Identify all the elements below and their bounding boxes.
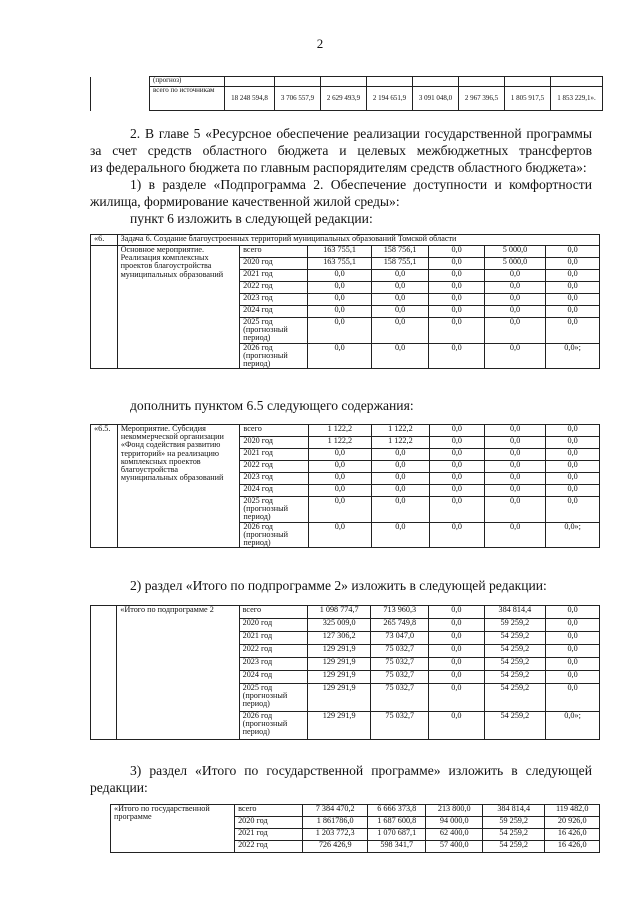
para-2-line-1: 1) в разделе «Подпрограмма 2. Обеспечение доступности и комфортности [130,177,592,192]
period-cell: всего [235,805,303,817]
value-cell: 163 755,1 [308,258,371,270]
value-cell: 1 122,2 [372,425,430,437]
value-cell: 0,0 [485,437,546,449]
value-cell: 0,0 [429,246,484,258]
period-cell: 2026 год (прогнозный период) [239,712,307,740]
value-cell: 0,0 [429,658,484,671]
value-cell: 0,0 [546,437,600,449]
value-cell: 6 666 373,8 [367,805,425,817]
top-total-value: 18 248 594,8 [225,87,275,111]
value-cell: 0,0 [546,658,600,671]
value-cell: 0,0 [429,606,484,619]
value-cell: 0,0 [546,684,600,712]
page-number: 2 [316,36,324,51]
period-cell: 2023 год [240,473,308,485]
value-cell: 0,0 [484,306,545,318]
value-cell: 0,0 [308,461,371,473]
value-cell: 16 426,0 [545,829,600,841]
value-cell: 0,0 [308,282,371,294]
value-cell: 57 400,0 [426,841,483,853]
period-cell: 2026 год (прогнозный период) [240,343,308,369]
value-cell: 1 861786,0 [303,817,368,829]
value-cell: 75 032,7 [371,645,429,658]
top-total-value: 3 706 557,9 [275,87,321,111]
value-cell: 0,0 [429,282,484,294]
period-cell: всего [239,606,307,619]
period-cell: 2023 год [239,658,307,671]
value-cell: 598 341,7 [367,841,425,853]
value-cell: 0,0 [371,343,429,369]
value-cell: 0,0 [546,282,600,294]
item-6-number: «6. [91,235,118,246]
value-cell: 0,0 [429,473,484,485]
value-cell: 0,0 [546,497,600,523]
period-cell: 2020 год [240,437,308,449]
value-cell: 0,0 [484,294,545,306]
period-cell: 2022 год [239,645,307,658]
value-cell: 0,0 [546,270,600,282]
value-cell: 0,0 [308,294,371,306]
value-cell: 0,0 [484,270,545,282]
value-cell: 0,0 [485,461,546,473]
period-cell: 2020 год [240,258,308,270]
value-cell: 0,0 [429,684,484,712]
value-cell: 75 032,7 [371,671,429,684]
value-cell: 62 400,0 [426,829,483,841]
value-cell: 713 960,3 [371,606,429,619]
top-total-value: 2 194 651,9 [367,87,413,111]
table-item-6 [90,234,600,369]
value-cell: 129 291,9 [307,658,370,671]
value-cell: 127 306,2 [307,632,370,645]
value-cell: 0,0 [429,485,484,497]
period-cell: 2021 год [235,829,303,841]
value-cell: 54 259,2 [484,712,546,740]
value-cell: 0,0 [546,606,600,619]
value-cell: 54 259,2 [482,841,544,853]
period-cell: 2021 год [240,449,308,461]
period-cell: 2022 год [240,282,308,294]
top-total-value: 2 629 493,9 [321,87,367,111]
top-total-value: 1 853 229,1». [551,87,603,111]
value-cell: 119 482,0 [545,805,600,817]
period-cell: 2020 год [235,817,303,829]
value-cell: 0,0 [308,473,371,485]
value-cell: 75 032,7 [371,684,429,712]
value-cell: 0,0 [308,497,371,523]
para-1-line-1: 2. В главе 5 «Ресурсное обеспечение реализации государственной программы [130,126,592,141]
item-6-5-number: «6.5. [91,425,118,548]
value-cell: 384 814,4 [482,805,544,817]
subprogram-2-label: «Итого по подпрограмме 2 [117,606,239,740]
value-cell: 0,0 [485,485,546,497]
value-cell: 0,0 [429,712,484,740]
value-cell: 0,0 [308,343,371,369]
value-cell: 0,0 [485,497,546,523]
value-cell: 5 000,0 [484,258,545,270]
value-cell: 0,0 [485,449,546,461]
value-cell: 129 291,9 [307,645,370,658]
value-cell: 0,0 [546,473,600,485]
value-cell: 0,0 [372,449,430,461]
value-cell: 158 756,1 [371,246,429,258]
value-cell: 325 009,0 [307,619,370,632]
value-cell: 163 755,1 [308,246,371,258]
value-cell: 94 000,0 [426,817,483,829]
value-cell: 1 687 600,8 [367,817,425,829]
para-1-line-2: за счет средств областного бюджета и целевых межбюджетных трансфертов [90,143,592,158]
value-cell: 20 926,0 [545,817,600,829]
value-cell: 0,0 [546,294,600,306]
value-cell: 213 800,0 [426,805,483,817]
value-cell: 0,0 [485,522,546,548]
value-cell: 75 032,7 [371,658,429,671]
table-row [111,805,600,817]
period-cell: 2025 год (прогнозный период) [240,497,308,523]
value-cell: 0,0 [308,318,371,344]
period-cell: 2021 год [240,270,308,282]
value-cell: 0,0 [371,318,429,344]
value-cell: 0,0 [308,522,371,548]
value-cell: 54 259,2 [484,632,546,645]
top-row2-label: всего по источникам [150,87,225,111]
value-cell: 0,0 [429,318,484,344]
value-cell: 129 291,9 [307,671,370,684]
top-continuation-table [90,76,603,111]
value-cell: 0,0 [429,522,484,548]
value-cell: 54 259,2 [484,671,546,684]
table-program-total [110,804,600,853]
value-cell: 0,0 [429,343,484,369]
para-4: дополнить пунктом 6.5 следующего содержания: [130,398,414,413]
value-cell: 54 259,2 [484,645,546,658]
value-cell: 158 755,1 [371,258,429,270]
value-cell: 0,0 [429,632,484,645]
value-cell: 1 122,2 [308,425,371,437]
value-cell: 0,0 [484,282,545,294]
value-cell: 129 291,9 [307,712,370,740]
value-cell: 0,0 [429,449,484,461]
value-cell: 0,0 [429,425,484,437]
period-cell: 2025 год (прогнозный период) [240,318,308,344]
value-cell: 16 426,0 [545,841,600,853]
value-cell: 0,0 [429,619,484,632]
table-subprogram-2-total [90,605,600,740]
period-cell: 2024 год [240,306,308,318]
value-cell: 1 203 772,3 [303,829,368,841]
value-cell: 0,0 [372,522,430,548]
item-6-task: Задача 6. Создание благоустроенных территорий муниципальных образований Томской области [117,235,599,246]
para-3: пункт 6 изложить в следующей редакции: [130,211,373,226]
item-6-5-description: Мероприятие. Субсидия некоммерческой организации «Фонд содействия развитию территорий» на реализацию комплексных проектов благоустройства муниципальных образований [117,425,240,548]
value-cell: 0,0 [429,671,484,684]
value-cell: 0,0 [546,449,600,461]
value-cell: 1 122,2 [308,437,371,449]
table-row [91,606,600,619]
sub2-empty-cell [91,606,117,740]
para-6-line-2: редакции: [90,780,148,795]
value-cell: 73 047,0 [371,632,429,645]
period-cell: 2024 год [240,485,308,497]
value-cell: 54 259,2 [482,829,544,841]
value-cell: 0,0 [546,318,600,344]
value-cell: 0,0 [484,318,545,344]
table-row [91,246,600,258]
value-cell: 1 122,2 [372,437,430,449]
value-cell: 75 032,7 [371,712,429,740]
value-cell: 0,0 [546,258,600,270]
program-total-label: «Итого по государственной программе [111,805,235,853]
value-cell: 0,0 [429,437,484,449]
value-cell: 0,0 [485,425,546,437]
value-cell: 265 749,8 [371,619,429,632]
value-cell: 0,0 [371,282,429,294]
value-cell: 59 259,2 [484,619,546,632]
period-cell: 2025 год (прогнозный период) [239,684,307,712]
value-cell: 129 291,9 [307,684,370,712]
value-cell: 0,0 [546,619,600,632]
value-cell: 0,0 [371,294,429,306]
period-cell: 2024 год [239,671,307,684]
period-cell: 2020 год [239,619,307,632]
value-cell: 54 259,2 [484,684,546,712]
item-6-description: Основное мероприятие. Реализация комплексных проектов благоустройства муниципальных образований [117,246,240,369]
period-cell: 2022 год [235,841,303,853]
value-cell: 0,0 [429,461,484,473]
value-cell: 0,0 [372,473,430,485]
value-cell: 0,0 [546,485,600,497]
value-cell: 0,0 [485,473,546,485]
value-cell: 59 259,2 [482,817,544,829]
value-cell: 0,0 [546,306,600,318]
value-cell: 5 000,0 [484,246,545,258]
value-cell: 0,0 [372,497,430,523]
para-6-line-1: 3) раздел «Итого по государственной программе» изложить в следующей [130,763,592,778]
value-cell: 0,0 [429,258,484,270]
top-total-value: 3 091 048,0 [413,87,459,111]
value-cell: 726 426,9 [303,841,368,853]
value-cell: 0,0 [484,343,545,369]
period-cell: 2022 год [240,461,308,473]
value-cell: 0,0 [546,425,600,437]
table-row [91,425,600,437]
value-cell: 54 259,2 [484,658,546,671]
item-6-number-cont [91,246,118,369]
value-cell: 0,0 [429,497,484,523]
value-cell: 0,0 [371,270,429,282]
value-cell: 0,0 [546,246,600,258]
period-cell: всего [240,246,308,258]
top-total-value: 2 967 396,5 [459,87,505,111]
value-cell: 0,0 [429,306,484,318]
table-item-6-5 [90,424,600,548]
value-cell: 0,0 [308,485,371,497]
para-1-line-3: из федерального бюджета по главным распорядителям средств областного бюджета»: [90,160,587,175]
para-5: 2) раздел «Итого по подпрограмме 2» изложить в следующей редакции: [130,578,547,593]
value-cell: 0,0 [546,671,600,684]
value-cell: 0,0 [308,306,371,318]
period-cell: 2026 год (прогнозный период) [240,522,308,548]
value-cell: 0,0 [372,461,430,473]
period-cell: 2023 год [240,294,308,306]
value-cell: 0,0 [308,270,371,282]
period-cell: всего [240,425,308,437]
value-cell: 0,0 [429,645,484,658]
value-cell: 0,0»; [546,712,600,740]
top-empty-cell [91,77,150,87]
value-cell: 0,0 [546,461,600,473]
value-cell: 0,0 [546,645,600,658]
value-cell: 7 384 470,2 [303,805,368,817]
value-cell: 0,0 [372,485,430,497]
period-cell: 2021 год [239,632,307,645]
value-cell: 0,0»; [546,522,600,548]
value-cell: 384 814,4 [484,606,546,619]
value-cell: 0,0»; [546,343,600,369]
top-row1-label: (прогноз) [150,77,225,87]
value-cell: 0,0 [371,306,429,318]
value-cell: 0,0 [546,632,600,645]
top-total-value: 1 805 917,5 [505,87,551,111]
value-cell: 0,0 [429,270,484,282]
value-cell: 1 098 774,7 [307,606,370,619]
para-2-line-2: жилища, формирование качественной жилой среды»: [90,194,400,209]
value-cell: 0,0 [308,449,371,461]
value-cell: 0,0 [429,294,484,306]
value-cell: 1 070 687,1 [367,829,425,841]
